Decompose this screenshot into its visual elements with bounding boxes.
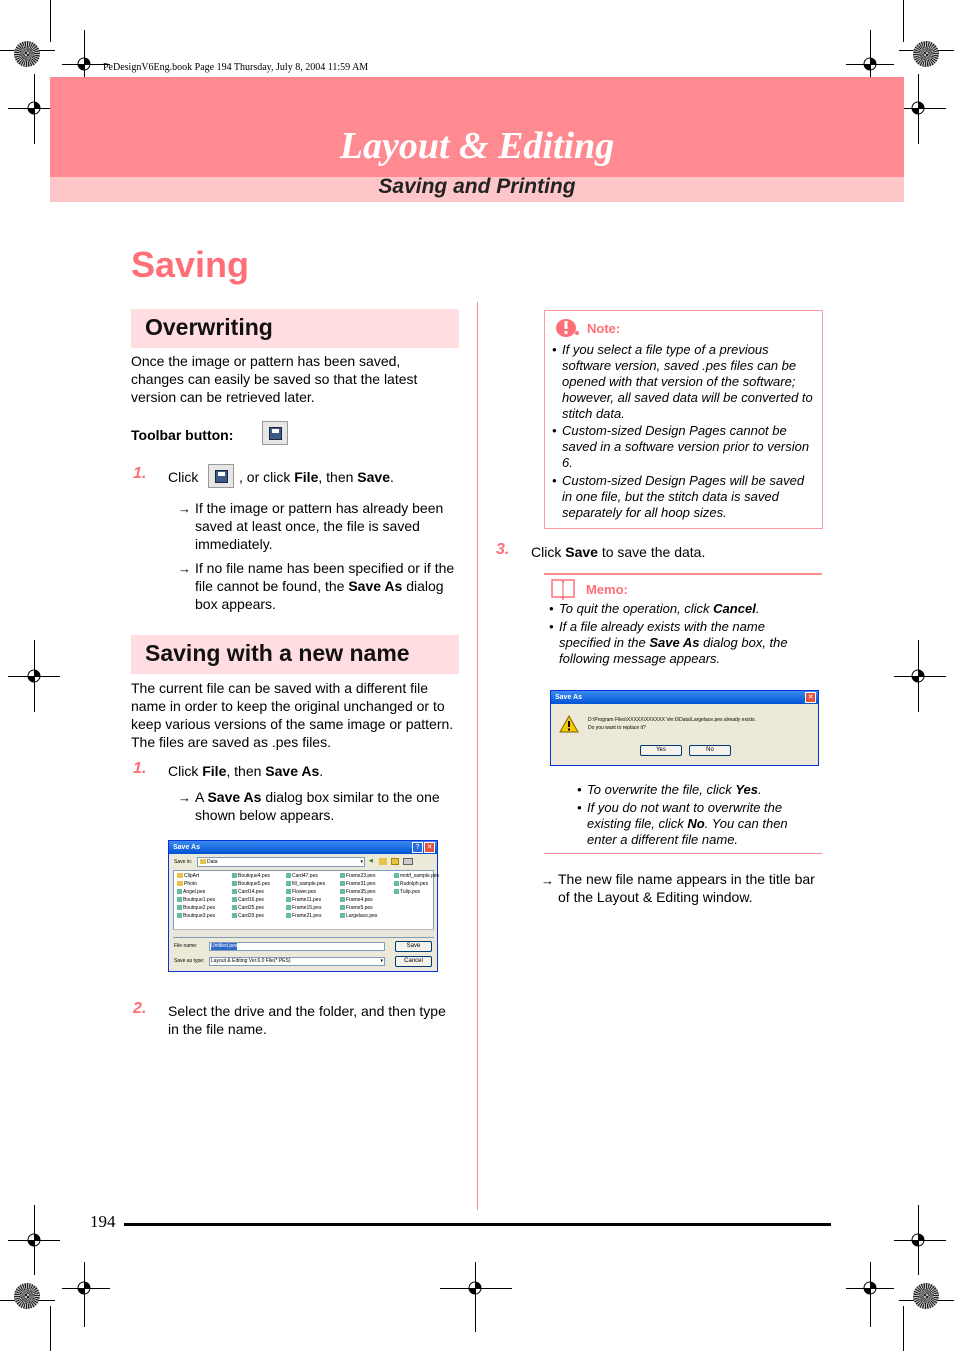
save-in-select[interactable]: Data ▾: [197, 857, 365, 867]
step-number: 1.: [133, 760, 147, 777]
crosshair-icon: [74, 1278, 94, 1298]
note-label: Note:: [587, 321, 621, 336]
crosshair-icon: [908, 1230, 928, 1250]
step-click-label: Click: [168, 469, 199, 485]
file-list[interactable]: [173, 870, 440, 938]
pes-file-icon: [286, 897, 291, 902]
cancel-button[interactable]: Cancel: [395, 956, 432, 967]
pes-file-icon: [340, 889, 345, 894]
file-list-item[interactable]: Frame21.pes: [286, 913, 321, 920]
registration-rosette-top-left: [14, 41, 40, 67]
dialog-titlebar: Save As: [169, 841, 437, 854]
file-list-item[interactable]: Card29.pes: [232, 913, 264, 920]
view-menu-icon[interactable]: [403, 858, 413, 865]
file-list-item[interactable]: Boutique5.pes: [232, 881, 270, 888]
file-list-item[interactable]: Card14.pes: [232, 889, 264, 896]
registration-rosette-bottom-left: [14, 1283, 40, 1309]
memo-sub-item: • To overwrite the file, click Yes.: [577, 782, 762, 797]
warning-icon: [559, 715, 579, 733]
horizontal-scrollbar[interactable]: [173, 929, 434, 937]
overwriting-result-2: If no file name has been specified or if the file cannot be found, the Save As dialog box appears.: [195, 560, 455, 612]
memo-label: Memo:: [586, 582, 628, 597]
file-list-item[interactable]: ClipArt: [177, 873, 199, 880]
pes-file-icon: [394, 881, 399, 886]
pes-file-icon: [177, 913, 182, 918]
file-list-item[interactable]: Photo: [177, 881, 197, 888]
page-heading: Saving: [131, 244, 250, 285]
file-list-item[interactable]: Card25.pes: [232, 905, 264, 912]
crosshair-icon: [908, 666, 928, 686]
chapter-title: Layout & Editing: [339, 125, 615, 167]
pes-file-icon: [340, 913, 345, 918]
pes-file-icon: [177, 905, 182, 910]
file-list-item[interactable]: Card47.pes: [286, 873, 318, 880]
save-toolbar-button-inline[interactable]: [208, 464, 234, 488]
final-result: The new file name appears in the title bar of the Layout & Editing window.: [558, 871, 815, 905]
saving-new-intro: The current file can be saved with a different file name in order to keep the original unchanged or to keep various versions of the same image or pattern. The files are saved as .pes files.: [131, 680, 454, 750]
result-arrow-icon: →: [541, 873, 554, 888]
pes-file-icon: [232, 873, 237, 878]
pes-file-icon: [177, 889, 182, 894]
close-icon[interactable]: ✕: [424, 842, 435, 853]
folder-icon: [177, 873, 183, 878]
new-folder-icon[interactable]: [391, 858, 399, 865]
chevron-down-icon: ▾: [380, 958, 383, 964]
overwriting-result-1: If the image or pattern has already been saved at least once, the file is saved immediately.: [195, 500, 444, 552]
crosshair-icon: [860, 54, 880, 74]
file-list-item[interactable]: Flower.pes: [286, 889, 316, 896]
crosshair-icon: [465, 1278, 485, 1298]
save-icon: [269, 427, 282, 440]
pes-file-icon: [286, 913, 291, 918]
close-icon[interactable]: ✕: [805, 692, 816, 703]
section-subtitle: Saving and Printing: [378, 175, 576, 198]
save-icon: [215, 470, 228, 483]
overwriting-heading-bar: [131, 309, 459, 348]
note-item: • If you select a file type of a previous software version, saved .pes files can be opened with that version of the software; however, all saved data will be converted to stitch data.: [552, 342, 813, 421]
note-item: • Custom-sized Design Pages will be saved in one file, but the stitch data is saved separately for all hoop sizes.: [552, 473, 805, 520]
file-list-item[interactable]: Frame35.pes: [340, 889, 375, 896]
saving-new-heading: Saving with a new name: [145, 640, 410, 666]
toolbar-label: Toolbar button:: [131, 427, 234, 443]
overwriting-heading: Overwriting: [145, 314, 273, 340]
file-list-item[interactable]: Frame23.pes: [340, 873, 375, 880]
memo-book-icon: [550, 578, 576, 600]
file-list-item[interactable]: fill_sample.pes: [286, 881, 325, 888]
saving-new-heading-bar: [131, 635, 459, 674]
note-box: [544, 310, 823, 529]
file-list-item[interactable]: Largelace.pes: [340, 913, 377, 920]
pes-file-icon: [394, 889, 399, 894]
pes-file-icon: [232, 881, 237, 886]
back-icon[interactable]: ◀: [369, 858, 373, 864]
file-list-item[interactable]: Frame31.pes: [340, 881, 375, 888]
footer-rule: [124, 1223, 831, 1226]
overwriting-step1-text: , or click File, then Save.: [239, 469, 394, 485]
pes-file-icon: [340, 881, 345, 886]
file-list-item[interactable]: Angel.pes: [177, 889, 205, 896]
file-list-item[interactable]: Boutique3.pes: [177, 913, 215, 920]
file-list-item[interactable]: motif_sample.pes: [394, 873, 439, 880]
file-list-item[interactable]: Card16.pes: [232, 897, 264, 904]
result-arrow-icon: →: [178, 561, 191, 576]
result-arrow-icon: →: [178, 790, 191, 805]
pes-file-icon: [232, 913, 237, 918]
pes-file-icon: [286, 905, 291, 910]
crosshair-icon: [908, 98, 928, 118]
saving-new-step1: Click File, then Save As.: [168, 763, 324, 779]
memo-sub-item: • If you do not want to overwrite the existing file, click No. You can then enter a different file name.: [577, 800, 788, 847]
up-folder-icon[interactable]: [379, 858, 387, 865]
file-list-item[interactable]: Boutique4.pes: [232, 873, 270, 880]
filename-input[interactable]: Untitled.pes: [209, 942, 385, 951]
file-list-item[interactable]: Rudolph.pes: [394, 881, 428, 888]
overwriting-intro: Once the image or pattern has been saved, changes can easily be saved so that the latest version can be retrieved later.: [131, 353, 418, 405]
savetype-select[interactable]: Layout & Editing Ver.6.0 File(*.PES) ▾: [211, 958, 383, 964]
confirm-overwrite-dialog: [550, 690, 819, 766]
dialog-titlebar: Save As: [551, 691, 818, 704]
file-list-item[interactable]: Boutique1.pes: [177, 897, 215, 904]
crosshair-icon: [24, 98, 44, 118]
pes-file-icon: [286, 881, 291, 886]
step-number: 3.: [496, 541, 510, 558]
confirm-message-line1: D:\Program Files\XXXXX\XXXXXX Ver.6\Data\Largelace.pes already exists.: [588, 717, 756, 723]
memo-item: • If a file already exists with the name specified in the Save As dialog box, the following message appears.: [549, 619, 788, 666]
registration-rosette-bottom-right: [913, 1283, 939, 1309]
pes-file-icon: [340, 873, 345, 878]
savetype-label: Save as type:: [174, 958, 205, 964]
file-list-item[interactable]: Frame4.pes: [340, 897, 373, 904]
saving-new-step2: Select the drive and the folder, and then type in the file name.: [168, 1003, 446, 1037]
crosshair-icon: [860, 1278, 880, 1298]
memo-item: • To quit the operation, click Cancel.: [549, 601, 760, 616]
column-divider: [477, 302, 478, 1210]
save-as-dialog: [168, 840, 438, 972]
crosshair-icon: [24, 1230, 44, 1250]
pes-file-icon: [340, 897, 345, 902]
pes-file-icon: [232, 897, 237, 902]
pes-file-icon: [286, 889, 291, 894]
memo-rule-bottom: [544, 853, 822, 854]
step-number: 1.: [133, 465, 147, 482]
file-list-item[interactable]: Frame11.pes: [286, 897, 321, 904]
save-toolbar-button[interactable]: [262, 421, 288, 445]
note-warning-icon: [555, 317, 581, 339]
pes-file-icon: [232, 889, 237, 894]
file-list-item[interactable]: Boutique2.pes: [177, 905, 215, 912]
step3-text: Click Save to save the data.: [531, 544, 706, 560]
chevron-down-icon: ▾: [360, 859, 363, 865]
page-number: 194: [90, 1212, 116, 1231]
step-number: 2.: [133, 1000, 147, 1017]
yes-button[interactable]: Yes: [640, 745, 682, 756]
save-button[interactable]: Save: [395, 941, 432, 952]
folder-icon: [177, 881, 183, 886]
book-header: PeDesignV6Eng.book Page 194 Thursday, July 8, 2004 11:59 AM: [103, 62, 369, 73]
file-list-item[interactable]: Frame15.pes: [286, 905, 321, 912]
pes-file-icon: [232, 905, 237, 910]
file-list-item[interactable]: Frame5.pes: [340, 905, 373, 912]
pes-file-icon: [394, 873, 399, 878]
pes-file-icon: [286, 873, 291, 878]
save-in-label: Save in:: [174, 859, 193, 865]
registration-rosette-top-right: [913, 41, 939, 67]
crosshair-icon: [24, 666, 44, 686]
pes-file-icon: [340, 905, 345, 910]
no-button[interactable]: No: [689, 745, 731, 756]
help-icon[interactable]: ?: [412, 842, 423, 853]
pes-file-icon: [177, 897, 182, 902]
confirm-message-line2: Do you want to replace it?: [588, 725, 646, 731]
memo-rule-top: [544, 573, 822, 575]
file-list-item[interactable]: Tulip.pes: [394, 889, 420, 896]
result-arrow-icon: →: [178, 501, 191, 516]
crosshair-icon: [74, 54, 94, 74]
filename-label: File name:: [174, 943, 198, 949]
note-item: • Custom-sized Design Pages cannot be saved in a software version prior to version 6.: [552, 423, 810, 470]
saving-new-result: A Save As dialog box similar to the one shown below appears.: [195, 789, 440, 823]
